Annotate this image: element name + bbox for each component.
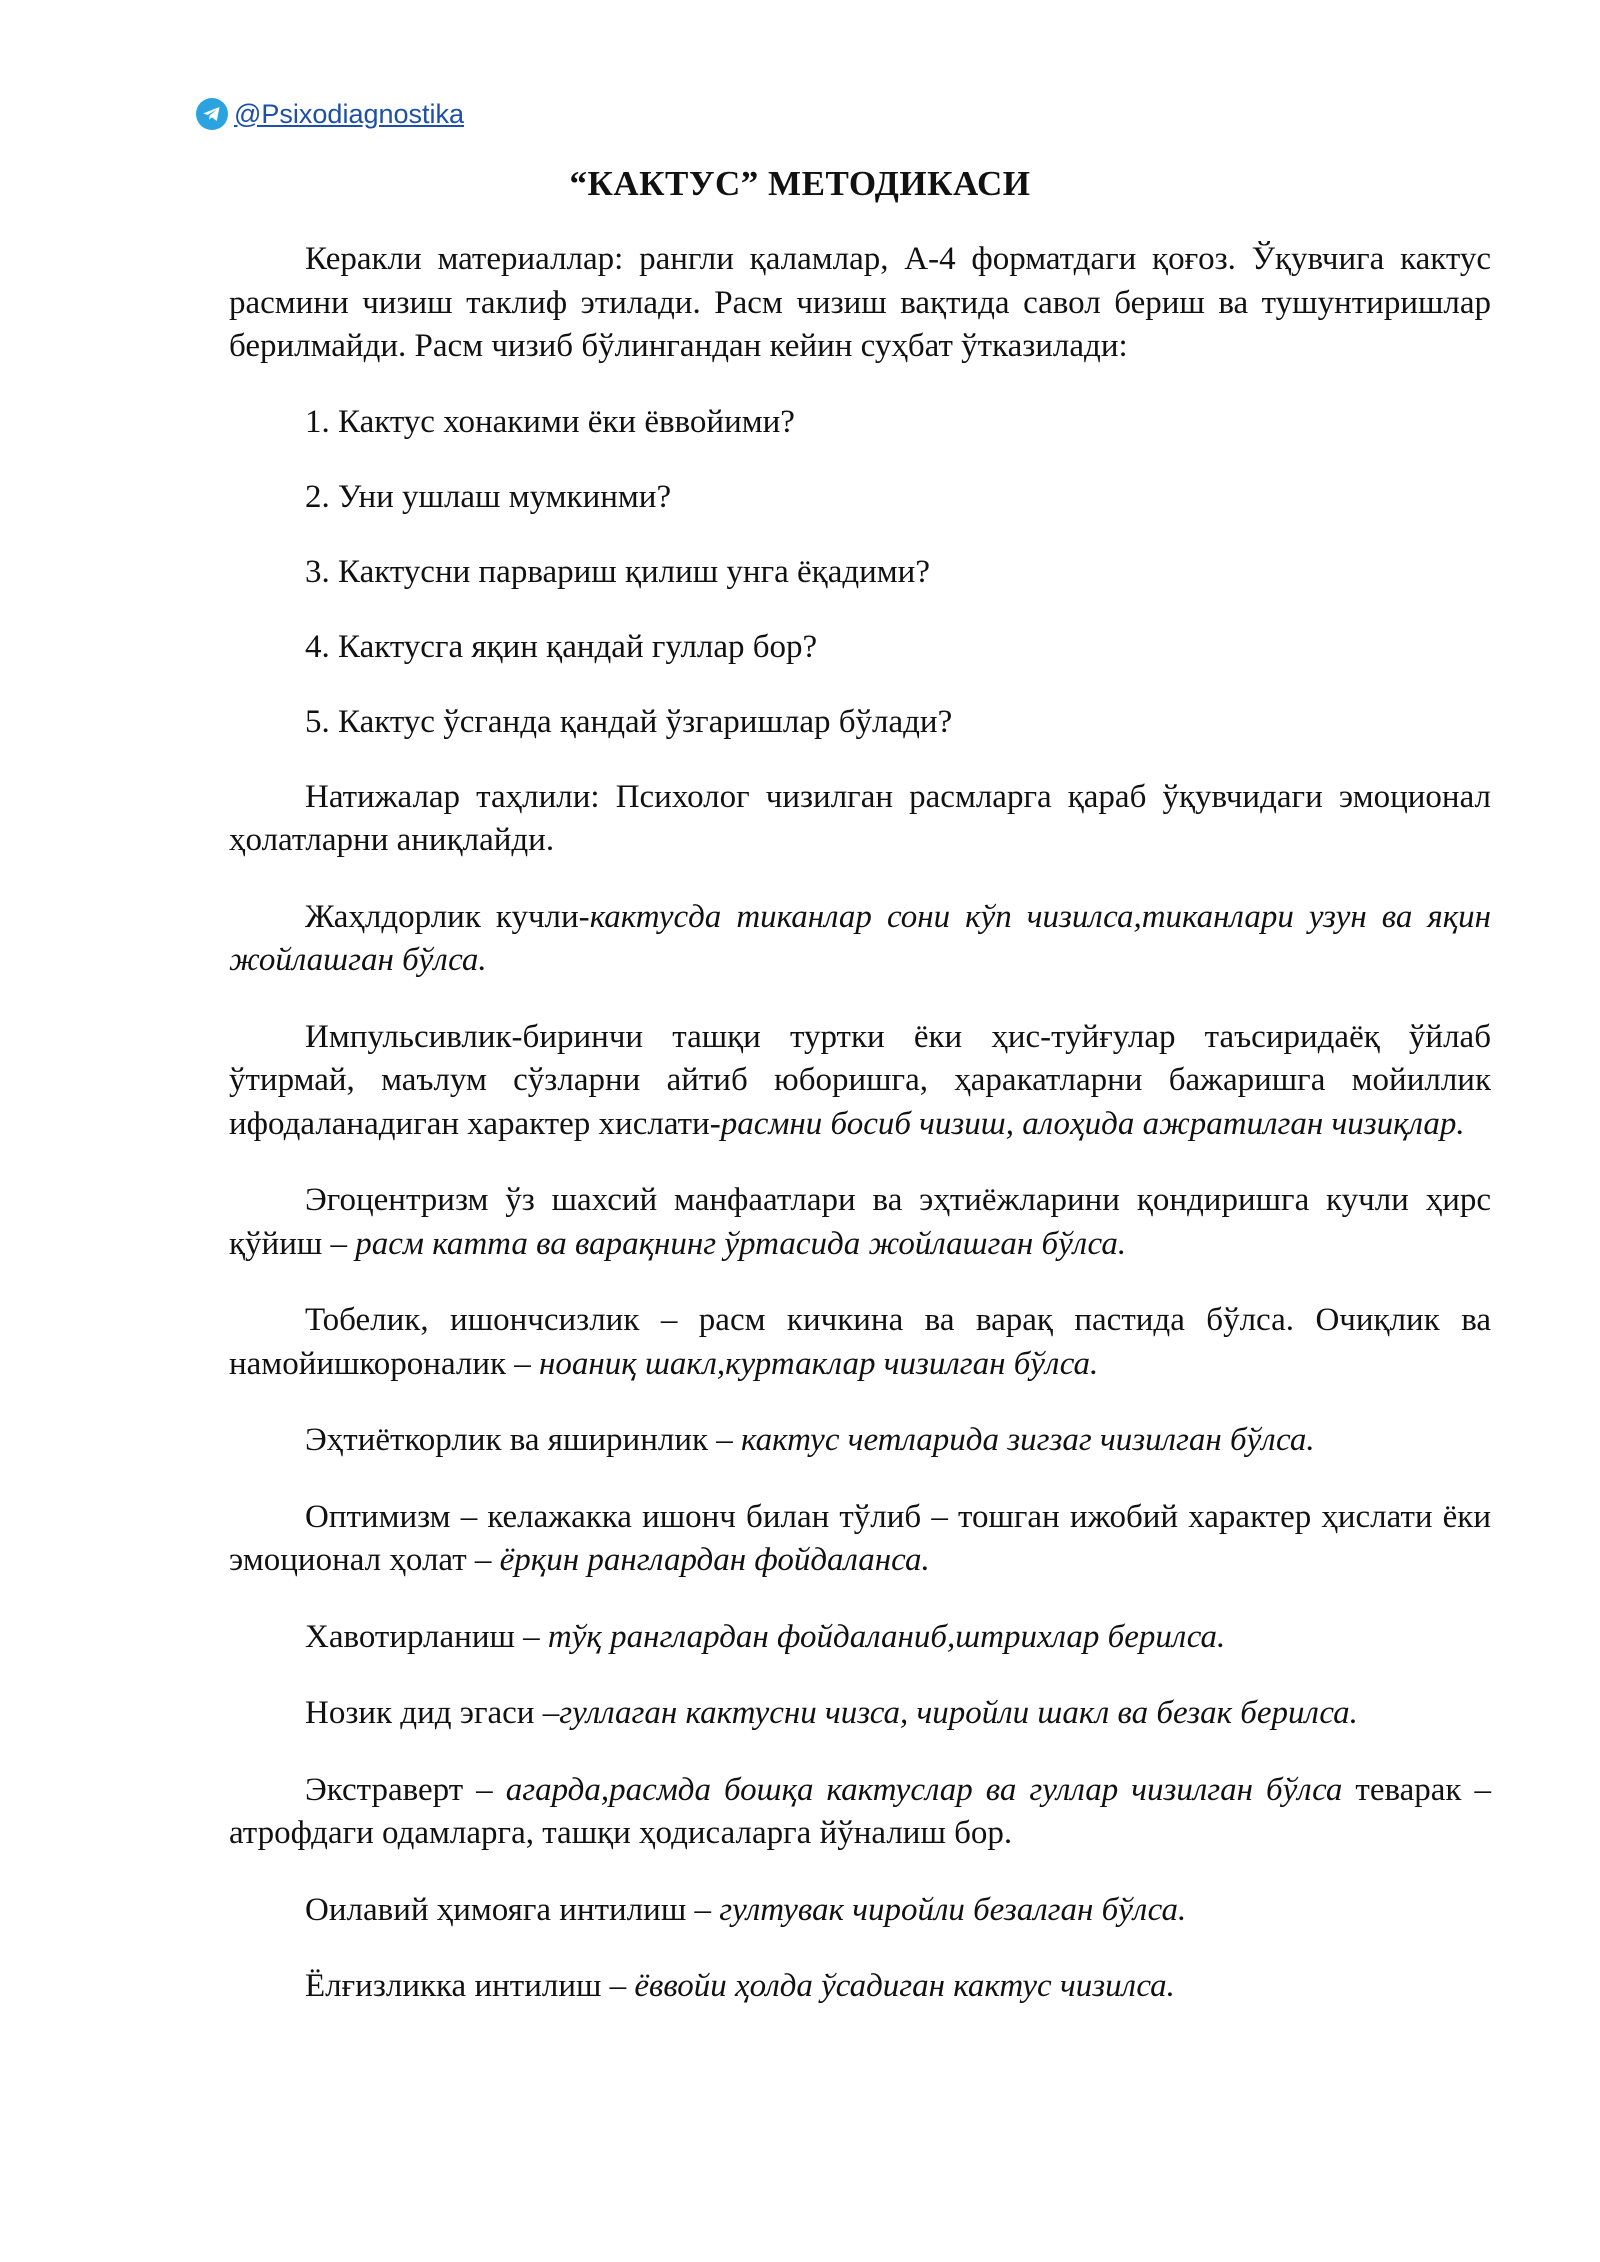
trait-label: Нозик дид эгаси –: [305, 1695, 560, 1731]
trait-description: ноаниқ шакл,куртаклар чизилган бўлса.: [539, 1345, 1099, 1382]
trait-continuation: теварак – атрофдаги одамларга, ташқи ҳодисаларга йўналиш бор.: [229, 1771, 1491, 1851]
trait-label: Оилавий ҳимояга интилиш –: [305, 1891, 720, 1928]
trait-description: гуллаган кактусни чизса, чиройли шакл ва безак берилса.: [559, 1695, 1358, 1731]
trait-description: агарда,расмда бошқа кактуслар ва гуллар чизилган бўлса: [505, 1771, 1343, 1808]
trait-label: Импульсивлик-биринчи ташқи туртки ёки ҳис-туйғулар таъсиридаёқ ўйлаб ўтирмай, маълум сўзларни айтиб юборишга, ҳаракатларни бажаришга мойиллик ифодаланадиган характер хислати-: [229, 1018, 1491, 1142]
question-item: 1. Кактус хонакими ёки ёввойими?: [305, 403, 795, 440]
trait-label: Экстраверт –: [305, 1771, 506, 1808]
trait-label: Хавотирланиш –: [305, 1618, 548, 1655]
trait-paragraph: [229, 1616, 1491, 1660]
trait-paragraph: [229, 1769, 1491, 1856]
trait-paragraph: [229, 1496, 1491, 1583]
trait-label: Жаҳлдорлик кучли-: [305, 898, 590, 935]
trait-label: Эгоцентризм ўз шахсий манфаатлари ва эҳтиёжларини қондиришга кучли ҳирс қўйиш –: [229, 1182, 1491, 1262]
trait-description: кактусда тиканлар сони кўп чизилса,тиканлари узун ва яқин жойлашган бўлса.: [229, 898, 1491, 978]
trait-paragraph: [229, 1965, 1491, 2009]
telegram-channel-name[interactable]: @Psixodiagnostika: [234, 98, 465, 129]
intro-paragraph: Керакли материаллар: рангли қаламлар, А-4 форматдаги қоғоз. Ўқувчига кактус расмини чизиш таклиф этилади. Расм чизиш вақтида савол бериш ва тушунтиришлар берилмайди. Расм чизиб бўлингандан кейин суҳбат ўтказилади:: [229, 241, 1491, 364]
trait-description: тўқ ранглардан фойдаланиб,штрихлар берилса.: [547, 1618, 1226, 1655]
telegram-channel-link[interactable]: [196, 96, 464, 132]
question-item: 5. Кактус ўсганда қандай ўзгаришлар бўлади?: [305, 703, 953, 740]
document-body: [229, 238, 1491, 2042]
trait-description: расм катта ва варақнинг ўртасида жойлашган бўлса.: [355, 1225, 1127, 1262]
question-item: 3. Кактусни парвариш қилиш унга ёқадими?: [305, 553, 930, 590]
analysis-paragraph: Натижалар таҳлили: Психолог чизилган расмларга қараб ўқувчидаги эмоционал ҳолатларни аниқлайди.: [229, 778, 1491, 858]
trait-description: кактус четларида зигзаг чизилган бўлса.: [741, 1422, 1315, 1458]
trait-paragraph: [229, 1419, 1491, 1463]
trait-label: Оптимизм – келажакка ишонч билан тўлиб – тошган ижобий характер ҳислати ёки эмоционал ҳолат –: [229, 1498, 1491, 1578]
trait-label: Тобелик, ишончсизлик – расм кичкина ва варақ пастида бўлса. Очиқлик ва намойишкороналик –: [229, 1302, 1491, 1382]
question-item: 4. Кактусга яқин қандай гуллар бор?: [305, 628, 818, 665]
trait-paragraph: [229, 1692, 1491, 1736]
question-item: 2. Уни ушлаш мумкинми?: [305, 478, 672, 515]
telegram-icon: [196, 98, 228, 130]
trait-paragraph: [229, 1016, 1491, 1147]
document-title: “КАКТУС” МЕТОДИКАСИ: [569, 164, 1031, 203]
trait-description: ёввойи ҳолда ўсадиган кактус чизилса.: [634, 1968, 1175, 2004]
trait-description: гултувак чиройли безалган бўлса.: [719, 1891, 1187, 1928]
trait-label: Ёлғизликка интилиш –: [305, 1968, 635, 2004]
trait-description: ёрқин ранглардан фойдаланса.: [499, 1542, 930, 1578]
trait-label: Эҳтиёткорлик ва яширинлик –: [305, 1422, 742, 1458]
trait-paragraph: [229, 1889, 1491, 1933]
trait-description: расмни босиб чизиш, алоҳида ажратилган чизиқлар.: [720, 1105, 1465, 1142]
trait-paragraph: [229, 1179, 1491, 1266]
trait-paragraph: [229, 1299, 1491, 1386]
trait-paragraph: [229, 896, 1491, 983]
